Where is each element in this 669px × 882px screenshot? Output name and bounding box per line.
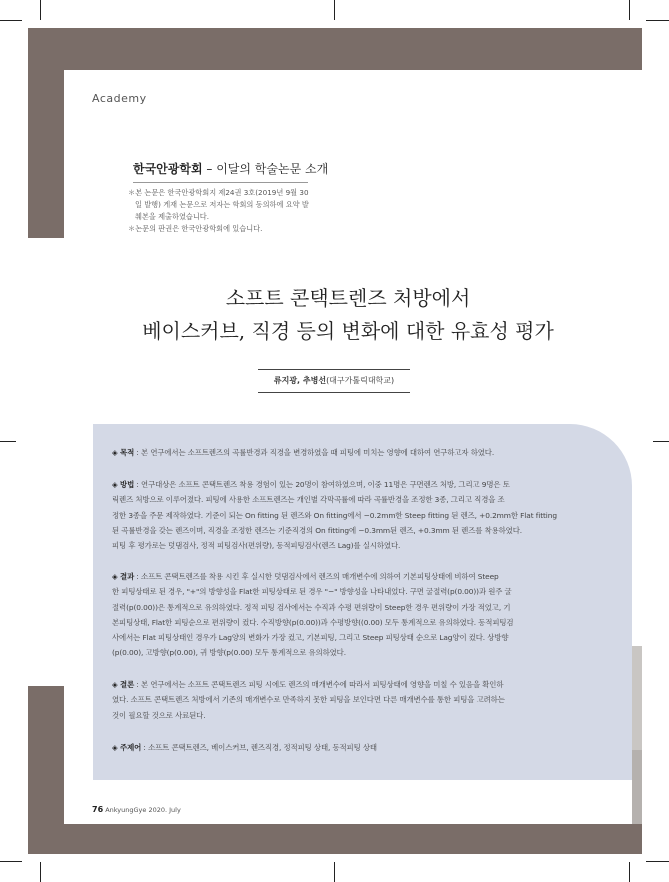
note-line: 일 발행) 게재 논문으로 저자는 학회의 동의하에 요약 발 bbox=[135, 200, 309, 209]
results-label: ◈ 결과 bbox=[112, 572, 135, 581]
abstract-line: 것이 필요할 것으로 사료된다. bbox=[112, 710, 206, 720]
abstract-line: : 본 연구에서는 소프트렌즈의 곡률반경과 직경을 변경하였을 때 피팅에 미치는 영향에 대하여 연구하고자 하였다. bbox=[134, 448, 495, 457]
author-affiliation: (대구가톨릭대학교) bbox=[326, 376, 395, 385]
society-name: 한국안광학회 bbox=[133, 162, 203, 176]
crop-mark bbox=[0, 20, 22, 21]
society-underline bbox=[133, 182, 308, 183]
author-rule-bottom bbox=[258, 392, 410, 393]
abstract-line: 정한 3종을 주문 제작하였다. 기준이 되는 On fitting 된 렌즈와 On fitting에서 −0.2mm한 Steep fitting 된 렌즈, +0.2mm한 Flat fitting bbox=[112, 510, 557, 520]
conclusion-label: ◈ 결론 bbox=[112, 680, 135, 689]
bottom-frame-band bbox=[28, 824, 642, 854]
crop-mark bbox=[334, 862, 335, 882]
abstract-line: : 소프트 콘택트렌즈를 착용 시킨 후 실시한 덧댐검사에서 렌즈의 매개변수에 의하여 기본피팅상태에 비하여 Steep bbox=[134, 572, 499, 581]
crop-mark bbox=[0, 861, 22, 862]
abstract-line: 피팅 후 평가로는 덧댐검사, 정적 피팅검사(편위량), 동적피팅검사(렌즈 Lag)를 실시하였다. bbox=[112, 541, 401, 551]
crop-mark bbox=[629, 0, 630, 20]
article-title-line-2: 베이스커브, 직경 등의 변화에 대한 유효성 평가 bbox=[142, 319, 554, 343]
keywords-label: ◈ 주제어 bbox=[112, 743, 142, 752]
note-line: 췌본을 제출하였습니다. bbox=[135, 212, 210, 221]
abstract-line: 릭렌즈 처방으로 이루어졌다. 피팅에 사용한 소프트렌즈는 개인별 각막곡률에 따라 곡률반경을 조정한 3종, 그리고 직경을 조 bbox=[112, 495, 505, 505]
abstract-results bbox=[112, 569, 580, 661]
crop-mark bbox=[629, 862, 630, 882]
crop-mark bbox=[334, 0, 335, 20]
abstract-line: : 소프트 콘택트렌즈, 베이스커브, 렌즈직경, 정적피팅 상태, 동적피팅 상태 bbox=[141, 743, 377, 752]
crop-mark bbox=[0, 441, 16, 442]
right-gray-strip-dark bbox=[632, 750, 642, 824]
note-line: ＊논문의 판권은 한국안광학회에 있습니다. bbox=[128, 224, 263, 233]
purpose-label: ◈ 목적 bbox=[112, 448, 135, 457]
abstract-line: : 연구대상은 소프트 콘택트렌즈 착용 경험이 있는 20명이 참여하였으며, 이중 11명은 구면렌즈 처방, 그리고 9명은 토 bbox=[134, 480, 510, 489]
crop-mark bbox=[40, 0, 41, 20]
journal-issue: AnkyungGye 2020. July bbox=[103, 806, 181, 814]
abstract-line: 본피팅상태, Flat한 피팅순으로 편위량이 컸다. 수직방향(p(0.00))과 수평방향((0.00) 모두 통계적으로 유의하였다. 동적피팅검 bbox=[112, 617, 514, 627]
crop-mark bbox=[653, 441, 669, 442]
left-frame-band-top bbox=[28, 28, 64, 238]
author-rule-top bbox=[258, 369, 410, 370]
section-label: Academy bbox=[92, 92, 147, 105]
note-line: ＊본 논문은 한국안광학회지 제24권 3호(2019년 9월 30 bbox=[128, 188, 309, 197]
page-number: 76 bbox=[92, 805, 104, 814]
abstract-line: 한 피팅상태로 된 경우, "+"의 방향성을 Flat한 피팅상태로 된 경우 "−" 방향성을 나타내었다. 구면 굴절력(p(0.00))과 원주 굴 bbox=[112, 587, 512, 597]
abstract-keywords bbox=[112, 740, 580, 755]
society-subtitle: 이달의 학술논문 소개 bbox=[216, 162, 329, 176]
society-dash: – bbox=[202, 162, 217, 176]
abstract-line: 였다. 소프트 콘택트렌즈 처방에서 기존의 매개변수로 만족하지 못한 피팅을 보인다면 다른 매개변수를 통한 피팅을 고려하는 bbox=[112, 695, 505, 705]
society-heading bbox=[133, 160, 328, 177]
abstract-purpose bbox=[112, 445, 580, 460]
top-frame-band bbox=[28, 28, 642, 70]
abstract-line: 된 곡률반경을 갖는 렌즈이며, 직경을 조정한 렌즈는 기준직경의 On fitting에 −0.3mm된 렌즈, +0.3mm 된 렌즈를 착용하였다. bbox=[112, 525, 522, 535]
page-footer bbox=[92, 805, 181, 814]
methods-label: ◈ 방법 bbox=[112, 480, 135, 489]
crop-mark bbox=[646, 20, 669, 21]
abstract-conclusion bbox=[112, 677, 580, 723]
author-names: 류지광, 추병선 bbox=[273, 376, 327, 385]
abstract-line: 사에서는 Flat 피팅상태인 경우가 Lag양의 변화가 가장 컸고, 기본피팅, 그리고 Steep 피팅상태 순으로 Lag양이 컸다. 상방향 bbox=[112, 633, 509, 643]
crop-mark bbox=[40, 862, 41, 882]
authors bbox=[258, 375, 410, 386]
abstract-line: : 본 연구에서는 소프트 콘택트렌즈 피팅 시에도 렌즈의 매개변수에 따라서 피팅상태에 영향을 미칠 수 있음을 확인하 bbox=[134, 680, 504, 689]
abstract-methods bbox=[112, 477, 580, 553]
abstract-line: (p(0.00), 고방향(p(0.00), 귀 방향(p(0.00) 모두 통계적으로 유의하였다. bbox=[112, 648, 346, 658]
abstract-line: 절력(p(0.00))은 통계적으로 유의하였다. 정적 피팅 검사에서는 수직과 수평 편위량이 Steep한 경우 편위량이 가장 적었고, 기 bbox=[112, 602, 511, 612]
crop-mark bbox=[646, 861, 669, 862]
article-title-line-1: 소프트 콘택트렌즈 처방에서 bbox=[225, 286, 471, 310]
